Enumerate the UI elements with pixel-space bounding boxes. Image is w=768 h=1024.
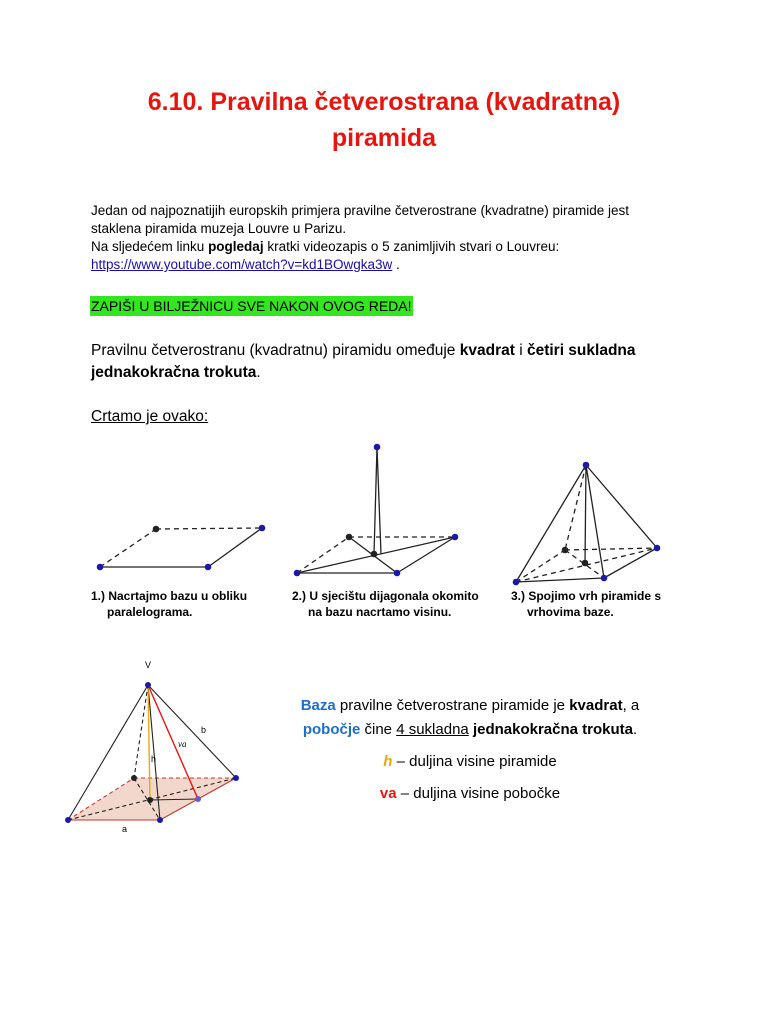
label-b: b [201,725,207,735]
intro-paragraph [91,202,691,274]
highlight-banner: ZAPIŠI U BILJEŽNICU SVE NAKON OVOG REDA! [91,298,412,314]
summary-line-va: va – duljina visine pobočke [379,785,561,802]
page-title: 6.10. Pravilna četverostrana (kvadratna) [147,88,621,116]
step2-caption: 2.) U sjecištu dijagonala okomito na bazu nacrtamo visinu. [292,589,479,619]
section-heading: Crtamo je ovako: [91,408,209,425]
label-h: h [151,754,157,764]
intro-line-3: Na sljedećem linku pogledaj kratki videozapis o 5 zanimljivih stvari o Louvreu: [91,239,560,254]
page-title-line2: piramida [331,124,437,152]
intro-line-4: https://www.youtube.com/watch?v=kd1BOwgka3w . [91,257,400,272]
summary-line-2: pobočje čine 4 sukladna jednakokračna trokuta. [302,721,638,738]
intro-line-1: Jedan od najpoznatijih europskih primjera pravilne četverostrane (kvadratne) piramide jest [91,203,630,218]
label-V: V [145,660,152,670]
step3-figure [508,458,668,588]
step2-figure [287,440,467,580]
summary-line-1: Baza pravilne četverostrane piramide je kvadrat, a [300,697,640,714]
step3-caption: 3.) Spojimo vrh piramide s vrhovima baze. [511,589,662,619]
pyramid-labeled-figure [48,650,248,850]
summary-line-h: h – duljina visine piramide [383,753,557,770]
youtube-link[interactable]: https://www.youtube.com/watch?v=kd1BOwgka3w [91,257,393,272]
intro-line-2: staklena piramida muzeja Louvre u Parizu. [91,221,347,236]
label-va: va [178,739,187,749]
step1-caption: 1.) Nacrtajmo bazu u obliku paralelograma. [91,589,248,619]
step1-figure [90,515,290,595]
summary-block [270,694,670,806]
definition-paragraph: Pravilnu četverostranu (kvadratnu) piramidu omeđuje kvadrat i četiri sukladna jednakokračna trokuta. [91,342,636,381]
label-a: a [122,824,128,834]
